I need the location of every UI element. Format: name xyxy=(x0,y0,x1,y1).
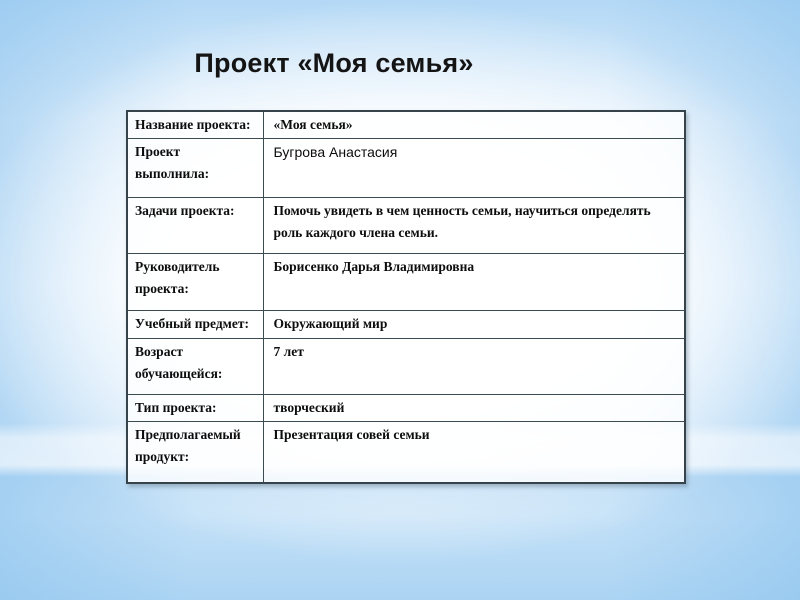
row-value: Окружающий мир xyxy=(263,311,685,339)
row-label: Проект выполнила: xyxy=(127,139,263,198)
slide-title: Проект «Моя семья» xyxy=(194,48,474,78)
row-label: Предполагаемый продукт: xyxy=(127,422,263,483)
row-label: Учебный предмет: xyxy=(127,311,263,339)
row-label: Руководитель проекта: xyxy=(127,254,263,311)
row-value: Борисенко Дарья Владимировна xyxy=(263,254,685,311)
table-row xyxy=(127,198,685,254)
row-value: творческий xyxy=(263,395,685,422)
table-row xyxy=(127,311,685,339)
row-value: Помочь увидеть в чем ценность семьи, научиться определять роль каждого члена семьи. xyxy=(263,198,685,254)
row-value: «Моя семья» xyxy=(263,111,685,139)
table-row xyxy=(127,254,685,311)
table-row xyxy=(127,111,685,139)
row-value: Бугрова Анастасия xyxy=(263,139,685,198)
project-table xyxy=(126,110,686,484)
row-label: Возраст обучающейся: xyxy=(127,339,263,395)
table-row xyxy=(127,422,685,483)
table-row xyxy=(127,339,685,395)
row-value: 7 лет xyxy=(263,339,685,395)
row-label: Тип проекта: xyxy=(127,395,263,422)
table-row xyxy=(127,139,685,198)
row-label: Название проекта: xyxy=(127,111,263,139)
row-label: Задачи проекта: xyxy=(127,198,263,254)
row-value: Презентация совей семьи xyxy=(263,422,685,483)
project-table-body xyxy=(127,111,685,483)
table-row xyxy=(127,395,685,422)
